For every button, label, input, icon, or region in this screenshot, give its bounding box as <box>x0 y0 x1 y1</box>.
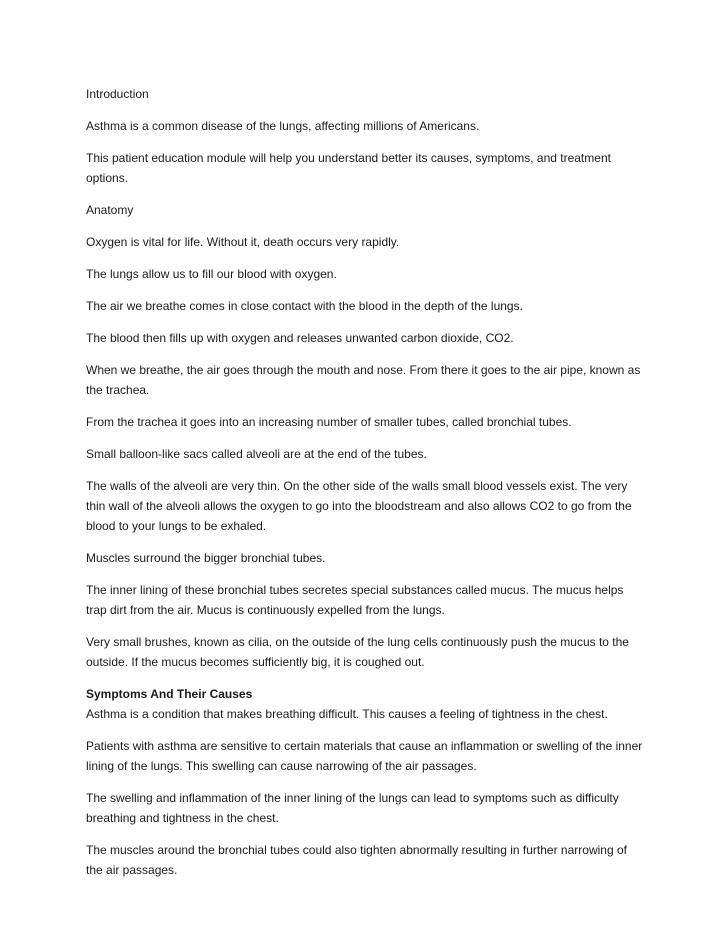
paragraph: The inner lining of these bronchial tubes secretes special substances called mucus. The mucus helps trap dirt from the air. Mucus is continuously expelled from the lungs. <box>86 583 624 617</box>
heading-introduction: Introduction <box>86 87 149 101</box>
paragraph: This patient education module will help you understand better its causes, symptoms, and treatment options. <box>86 151 611 185</box>
paragraph: The blood then fills up with oxygen and releases unwanted carbon dioxide, CO2. <box>86 331 514 345</box>
paragraph: Oxygen is vital for life. Without it, death occurs very rapidly. <box>86 235 400 249</box>
paragraph: Asthma is a common disease of the lungs, affecting millions of Americans. <box>86 119 480 133</box>
paragraph: The walls of the alveoli are very thin. On the other side of the walls small blood vessels exist. The very thin wall of the alveoli allows the oxygen to go into the bloodstream and also allows CO2 to go from the blood to your lungs to be exhaled. <box>86 479 632 533</box>
paragraph: The muscles around the bronchial tubes could also tighten abnormally resulting in further narrowing of the air passages. <box>86 843 627 877</box>
paragraph: From the trachea it goes into an increasing number of smaller tubes, called bronchial tubes. <box>86 415 572 429</box>
paragraph: The air we breathe comes in close contact with the blood in the depth of the lungs. <box>86 299 523 313</box>
heading-symptoms-and-their-causes: Symptoms And Their Causes <box>86 687 253 701</box>
paragraph: Muscles surround the bigger bronchial tubes. <box>86 551 326 565</box>
paragraph: The lungs allow us to fill our blood with oxygen. <box>86 267 337 281</box>
document-page <box>86 84 646 880</box>
paragraph: Very small brushes, known as cilia, on the outside of the lung cells continuously push the mucus to the outside. If the mucus becomes sufficiently big, it is coughed out. <box>86 635 629 669</box>
paragraph: Patients with asthma are sensitive to certain materials that cause an inflammation or swelling of the inner lining of the lungs. This swelling can cause narrowing of the air passages. <box>86 739 643 773</box>
paragraph: Small balloon-like sacs called alveoli are at the end of the tubes. <box>86 447 427 461</box>
heading-anatomy: Anatomy <box>86 203 134 217</box>
paragraph: Asthma is a condition that makes breathing difficult. This causes a feeling of tightness in the chest. <box>86 707 608 721</box>
paragraph: When we breathe, the air goes through the mouth and nose. From there it goes to the air pipe, known as the trachea. <box>86 363 641 397</box>
paragraph: The swelling and inflammation of the inner lining of the lungs can lead to symptoms such as difficulty breathing and tightness in the chest. <box>86 791 619 825</box>
